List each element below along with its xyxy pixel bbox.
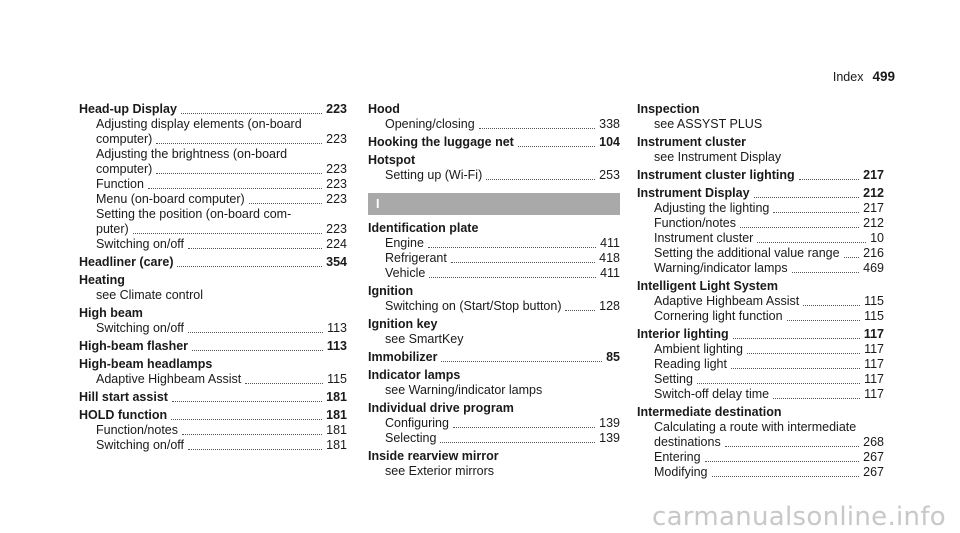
entry-page-number[interactable]: 418 (599, 251, 620, 265)
entry-page-number[interactable]: 115 (864, 294, 884, 308)
index-subentry (637, 435, 884, 450)
index-entry (368, 221, 620, 236)
entry-label: Intelligent Light System (637, 279, 778, 293)
entry-label: Ignition key (368, 317, 438, 331)
dot-leader (773, 211, 859, 213)
index-subentry (368, 236, 620, 251)
entry-label: computer) (96, 132, 153, 146)
index-subentry (368, 464, 620, 479)
entry-label: see Exterior mirrors (385, 464, 495, 478)
entry-label: see SmartKey (385, 332, 464, 346)
index-subentry (79, 237, 347, 252)
entry-label: Function/notes (96, 423, 178, 437)
entry-page-number[interactable]: 117 (863, 327, 884, 341)
entry-page-number[interactable]: 117 (864, 387, 884, 401)
index-entry (79, 390, 347, 405)
page-number: 499 (872, 69, 895, 84)
index-subentry (368, 332, 620, 347)
index-subentry (79, 207, 347, 222)
entry-page-number[interactable]: 85 (606, 350, 620, 364)
entry-page-number[interactable]: 113 (327, 321, 347, 335)
entry-label: Switch-off delay time (654, 387, 770, 401)
index-subentry (79, 117, 347, 132)
index-entry (79, 102, 347, 117)
index-entry (79, 273, 347, 288)
index-entry (637, 168, 884, 183)
index-entry (637, 186, 884, 201)
section-letter-bar: I (368, 193, 620, 215)
entry-page-number[interactable]: 223 (326, 132, 347, 146)
entry-label: see Climate control (96, 288, 203, 302)
watermark: carmanualsonline.info (651, 502, 946, 532)
index-entry (637, 279, 884, 294)
index-subentry (368, 299, 620, 314)
entry-page-number[interactable]: 10 (870, 231, 884, 245)
entry-label: destinations (654, 435, 721, 449)
index-subentry (637, 309, 884, 324)
entry-label: High-beam flasher (79, 339, 189, 353)
index-entry (79, 357, 347, 372)
entry-label: Modifying (654, 465, 708, 479)
dot-leader (733, 337, 860, 339)
entry-page-number[interactable]: 267 (863, 450, 884, 464)
dot-leader (453, 426, 595, 428)
entry-label: Immobilizer (368, 350, 438, 364)
index-subentry (368, 383, 620, 398)
entry-page-number[interactable]: 181 (326, 408, 347, 422)
index-subentry (368, 416, 620, 431)
entry-page-number[interactable]: 104 (599, 135, 620, 149)
dot-leader (486, 178, 595, 180)
entry-label: Inspection (637, 102, 700, 116)
dot-leader (181, 112, 322, 114)
entry-page-number[interactable]: 268 (863, 435, 884, 449)
entry-label: Hood (368, 102, 400, 116)
index-subentry (637, 357, 884, 372)
index-column-2 (368, 102, 620, 479)
dot-leader (182, 433, 322, 435)
dot-leader (172, 400, 322, 402)
entry-page-number[interactable]: 224 (326, 237, 347, 251)
header-label: Index (832, 70, 864, 84)
dot-leader (757, 241, 866, 243)
entry-label: Ignition (368, 284, 414, 298)
dot-leader (799, 178, 859, 180)
entry-label: Switching on (Start/Stop button) (385, 299, 562, 313)
index-subentry (79, 192, 347, 207)
entry-page-number[interactable]: 223 (326, 177, 347, 191)
index-entry (637, 327, 884, 342)
dot-leader (188, 247, 322, 249)
dot-leader (133, 232, 322, 234)
entry-label: Instrument Display (637, 186, 750, 200)
dot-leader (177, 265, 322, 267)
index-subentry (79, 321, 347, 336)
entry-page-number[interactable]: 128 (599, 299, 620, 313)
index-subentry (368, 117, 620, 132)
dot-leader (740, 226, 859, 228)
entry-label: Menu (on-board computer) (96, 192, 245, 206)
page-header (833, 69, 895, 85)
entry-label: Hotspot (368, 153, 416, 167)
entry-label: Ambient lighting (654, 342, 743, 356)
index-subentry (368, 266, 620, 281)
entry-page-number[interactable]: 216 (863, 246, 884, 260)
entry-label: puter) (96, 222, 129, 236)
entry-page-number[interactable]: 217 (863, 201, 884, 215)
dot-leader (754, 196, 860, 198)
index-entry (368, 284, 620, 299)
entry-page-number[interactable]: 469 (863, 261, 884, 275)
entry-page-number[interactable]: 115 (864, 309, 884, 323)
dot-leader (428, 246, 596, 248)
entry-label: Setting the additional value range (654, 246, 840, 260)
index-subentry (79, 372, 347, 387)
entry-label: Entering (654, 450, 701, 464)
dot-leader (787, 319, 861, 321)
entry-label: Instrument cluster (637, 135, 747, 149)
entry-page-number[interactable]: 181 (326, 390, 347, 404)
entry-page-number[interactable]: 181 (326, 423, 347, 437)
entry-label: Calculating a route with intermediate (654, 420, 857, 434)
dot-leader (705, 460, 860, 462)
index-subentry (637, 294, 884, 309)
entry-label: High beam (79, 306, 143, 320)
dot-leader (148, 187, 322, 189)
entry-label: Switching on/off (96, 438, 185, 452)
index-subentry (637, 465, 884, 480)
dot-leader (697, 382, 860, 384)
entry-label: Setting up (Wi-Fi) (385, 168, 483, 182)
entry-page-number[interactable]: 253 (599, 168, 620, 182)
entry-label: Adaptive Highbeam Assist (96, 372, 242, 386)
dot-leader (192, 349, 323, 351)
entry-label: Switching on/off (96, 321, 185, 335)
entry-label: Identification plate (368, 221, 479, 235)
index-entry (368, 368, 620, 383)
dot-leader (441, 360, 602, 362)
index-subentry (637, 387, 884, 402)
index-entry (368, 350, 620, 365)
entry-page-number[interactable]: 267 (863, 465, 884, 479)
index-entry (79, 339, 347, 354)
dot-leader (156, 172, 322, 174)
index-subentry (79, 222, 347, 237)
index-subentry (637, 201, 884, 216)
entry-label: Warning/indicator lamps (654, 261, 788, 275)
dot-leader (712, 475, 860, 477)
index-entry (79, 408, 347, 423)
entry-label: Individual drive program (368, 401, 514, 415)
entry-label: computer) (96, 162, 153, 176)
dot-leader (792, 271, 860, 273)
entry-page-number[interactable]: 113 (326, 339, 347, 353)
index-entry (79, 255, 347, 270)
entry-page-number[interactable]: 223 (326, 162, 347, 176)
index-entry (368, 153, 620, 168)
entry-label: Adjusting the brightness (on-board (96, 147, 288, 161)
index-subentry (79, 147, 347, 162)
entry-page-number[interactable]: 181 (326, 438, 347, 452)
entry-page-number[interactable]: 223 (326, 102, 347, 116)
entry-label: Heating (79, 273, 125, 287)
entry-label: Reading light (654, 357, 727, 371)
index-subentry (637, 261, 884, 276)
index-entry (368, 135, 620, 150)
index-subentry (637, 231, 884, 246)
entry-page-number[interactable]: 212 (863, 186, 884, 200)
index-subentry (368, 168, 620, 183)
dot-leader (429, 276, 596, 278)
index-subentry (637, 372, 884, 387)
entry-label: Opening/closing (385, 117, 475, 131)
index-subentry (637, 216, 884, 231)
entry-page-number[interactable]: 117 (864, 342, 884, 356)
index-subentry (368, 431, 620, 446)
index-entry (368, 317, 620, 332)
dot-leader (725, 445, 859, 447)
entry-label: Switching on/off (96, 237, 185, 251)
index-column-1 (79, 102, 347, 453)
entry-label: Cornering light function (654, 309, 783, 323)
entry-label: Function (96, 177, 144, 191)
entry-page-number[interactable]: 115 (327, 372, 347, 386)
dot-leader (156, 142, 322, 144)
entry-page-number[interactable]: 117 (864, 372, 884, 386)
entry-label: see ASSYST PLUS (654, 117, 763, 131)
index-subentry (637, 342, 884, 357)
dot-leader (747, 352, 860, 354)
index-subentry (79, 423, 347, 438)
dot-leader (518, 145, 595, 147)
entry-page-number[interactable]: 354 (326, 255, 347, 269)
dot-leader (245, 382, 323, 384)
index-subentry (368, 251, 620, 266)
entry-label: High-beam headlamps (79, 357, 213, 371)
entry-page-number[interactable]: 223 (326, 222, 347, 236)
index-subentry (79, 132, 347, 147)
entry-label: Head-up Display (79, 102, 177, 116)
entry-label: Hooking the luggage net (368, 135, 514, 149)
dot-leader (803, 304, 860, 306)
index-entry (637, 405, 884, 420)
entry-label: Instrument cluster (654, 231, 754, 245)
entry-label: Vehicle (385, 266, 426, 280)
dot-leader (565, 309, 595, 311)
index-entry (637, 135, 884, 150)
entry-page-number[interactable]: 139 (599, 416, 620, 430)
dot-leader (188, 331, 323, 333)
dot-leader (844, 256, 860, 258)
entry-page-number[interactable]: 217 (863, 168, 884, 182)
entry-label: Engine (385, 236, 424, 250)
index-subentry (637, 150, 884, 165)
entry-label: HOLD function (79, 408, 168, 422)
entry-label: Headliner (care) (79, 255, 174, 269)
entry-page-number[interactable]: 117 (864, 357, 884, 371)
entry-label: Hill start assist (79, 390, 168, 404)
entry-label: Adaptive Highbeam Assist (654, 294, 800, 308)
entry-label: Selecting (385, 431, 437, 445)
index-subentry (79, 438, 347, 453)
index-entry (637, 102, 884, 117)
entry-page-number[interactable]: 411 (600, 266, 620, 280)
index-subentry (79, 162, 347, 177)
index-entry (368, 401, 620, 416)
dot-leader (479, 127, 595, 129)
index-subentry (637, 450, 884, 465)
index-entry (368, 102, 620, 117)
dot-leader (188, 448, 322, 450)
dot-leader (440, 441, 595, 443)
index-entry (79, 306, 347, 321)
entry-label: Inside rearview mirror (368, 449, 499, 463)
entry-label: Adjusting display elements (on-board (96, 117, 302, 131)
entry-label: Intermediate destination (637, 405, 782, 419)
entry-label: see Warning/indicator lamps (385, 383, 543, 397)
entry-label: Adjusting the lighting (654, 201, 770, 215)
index-column-3 (637, 102, 884, 480)
index-subentry (637, 420, 884, 435)
index-subentry (637, 246, 884, 261)
index-entry (368, 449, 620, 464)
dot-leader (731, 367, 860, 369)
entry-label: Setting the position (on-board com- (96, 207, 292, 221)
entry-page-number[interactable]: 338 (599, 117, 620, 131)
entry-page-number[interactable]: 139 (599, 431, 620, 445)
entry-label: Refrigerant (385, 251, 447, 265)
dot-leader (773, 397, 860, 399)
dot-leader (249, 202, 322, 204)
entry-page-number[interactable]: 411 (600, 236, 620, 250)
entry-label: see Instrument Display (654, 150, 782, 164)
index-subentry (79, 288, 347, 303)
dot-leader (451, 261, 595, 263)
entry-label: Configuring (385, 416, 449, 430)
entry-label: Setting (654, 372, 693, 386)
entry-label: Function/notes (654, 216, 736, 230)
entry-page-number[interactable]: 212 (863, 216, 884, 230)
index-subentry (637, 117, 884, 132)
entry-page-number[interactable]: 223 (326, 192, 347, 206)
entry-label: Indicator lamps (368, 368, 461, 382)
entry-label: Instrument cluster lighting (637, 168, 795, 182)
index-subentry (79, 177, 347, 192)
dot-leader (171, 418, 322, 420)
entry-label: Interior lighting (637, 327, 729, 341)
